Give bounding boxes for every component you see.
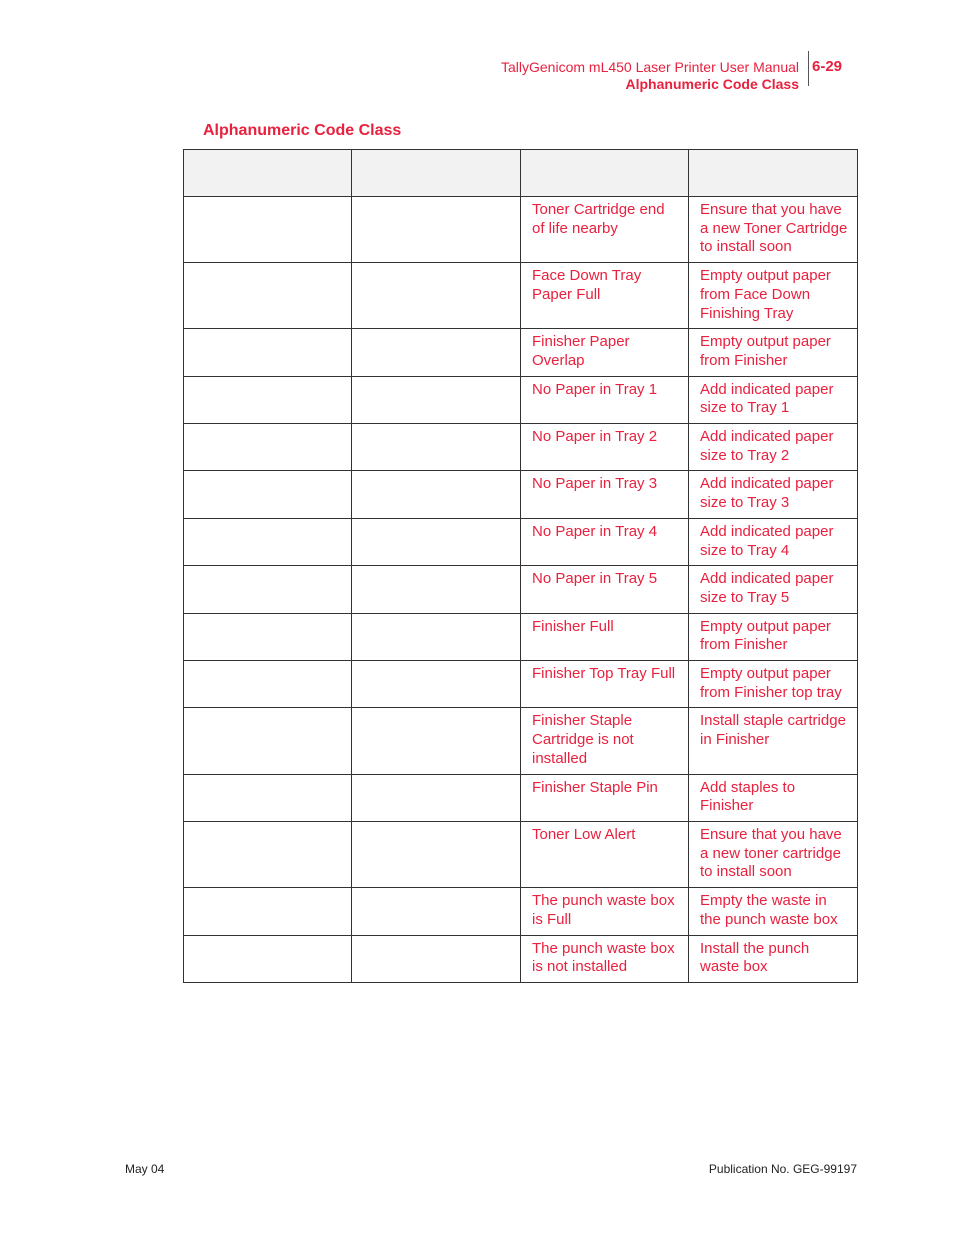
code-cell [184,566,352,613]
manual-title: TallyGenicom mL450 Laser Printer User Manual [500,59,799,75]
table-row [184,471,858,518]
running-header [501,59,799,93]
column-header [352,150,521,197]
table-row [184,197,858,263]
action-cell: Install the punch waste box [689,935,858,982]
code-cell [352,376,521,423]
table-row [184,376,858,423]
action-cell: Empty output paper from Finisher [689,329,858,376]
condition-cell: Finisher Staple Cartridge is not installed [521,708,689,774]
action-cell: Add staples to Finisher [689,774,858,821]
table-row [184,935,858,982]
code-cell [184,424,352,471]
code-cell [184,708,352,774]
condition-cell: No Paper in Tray 4 [521,518,689,565]
action-cell: Add indicated paper size to Tray 2 [689,424,858,471]
table-row [184,661,858,708]
action-cell: Empty output paper from Finisher [689,613,858,660]
condition-cell: Finisher Staple Pin [521,774,689,821]
code-cell [184,613,352,660]
code-cell [184,774,352,821]
column-header [521,150,689,197]
code-cell [184,821,352,887]
code-cell [184,376,352,423]
condition-cell: No Paper in Tray 3 [521,471,689,518]
table-row [184,566,858,613]
table-row [184,774,858,821]
condition-cell: Finisher Top Tray Full [521,661,689,708]
footer-publication: Publication No. GEG-99197 [708,1162,857,1176]
condition-cell: The punch waste box is not installed [521,935,689,982]
code-cell [352,197,521,263]
condition-cell: Toner Low Alert [521,821,689,887]
code-cell [352,471,521,518]
header-section-title: Alphanumeric Code Class [625,76,799,92]
table-row [184,821,858,887]
action-cell: Add indicated paper size to Tray 5 [689,566,858,613]
action-cell: Ensure that you have a new toner cartridge to install soon [689,821,858,887]
code-cell [352,935,521,982]
table-header-row [184,150,858,197]
code-cell [352,263,521,329]
table-row [184,424,858,471]
action-cell: Empty output paper from Finisher top tray [689,661,858,708]
header-divider [808,51,809,86]
condition-cell: Face Down Tray Paper Full [521,263,689,329]
condition-cell: Finisher Full [521,613,689,660]
table-row [184,263,858,329]
table-row [184,708,858,774]
table-body [184,197,858,983]
code-cell [184,197,352,263]
code-cell [184,329,352,376]
action-cell: Add indicated paper size to Tray 1 [689,376,858,423]
code-cell [184,518,352,565]
code-cell [352,613,521,660]
code-cell [352,888,521,935]
condition-cell: The punch waste box is Full [521,888,689,935]
action-cell: Install staple cartridge in Finisher [689,708,858,774]
code-cell [184,888,352,935]
code-cell [352,329,521,376]
column-header [184,150,352,197]
table-row [184,613,858,660]
code-cell [184,263,352,329]
alphanumeric-code-table [183,149,858,983]
table-row [184,329,858,376]
condition-cell: No Paper in Tray 5 [521,566,689,613]
code-cell [184,661,352,708]
condition-cell: Toner Cartridge end of life nearby [521,197,689,263]
condition-cell: No Paper in Tray 2 [521,424,689,471]
code-cell [352,518,521,565]
column-header [689,150,858,197]
footer-date: May 04 [125,1162,165,1176]
action-cell: Empty the waste in the punch waste box [689,888,858,935]
table-row [184,518,858,565]
action-cell: Add indicated paper size to Tray 3 [689,471,858,518]
code-cell [184,471,352,518]
code-cell [352,424,521,471]
code-cell [184,935,352,982]
condition-cell: No Paper in Tray 1 [521,376,689,423]
code-cell [352,661,521,708]
page-title: Alphanumeric Code Class [203,122,402,139]
code-cell [352,708,521,774]
code-cell [352,566,521,613]
condition-cell: Finisher Paper Overlap [521,329,689,376]
code-cell [352,821,521,887]
action-cell: Ensure that you have a new Toner Cartridge to install soon [689,197,858,263]
page-number: 6-29 [812,58,843,75]
table-row [184,888,858,935]
action-cell: Empty output paper from Face Down Finishing Tray [689,263,858,329]
action-cell: Add indicated paper size to Tray 4 [689,518,858,565]
code-cell [352,774,521,821]
